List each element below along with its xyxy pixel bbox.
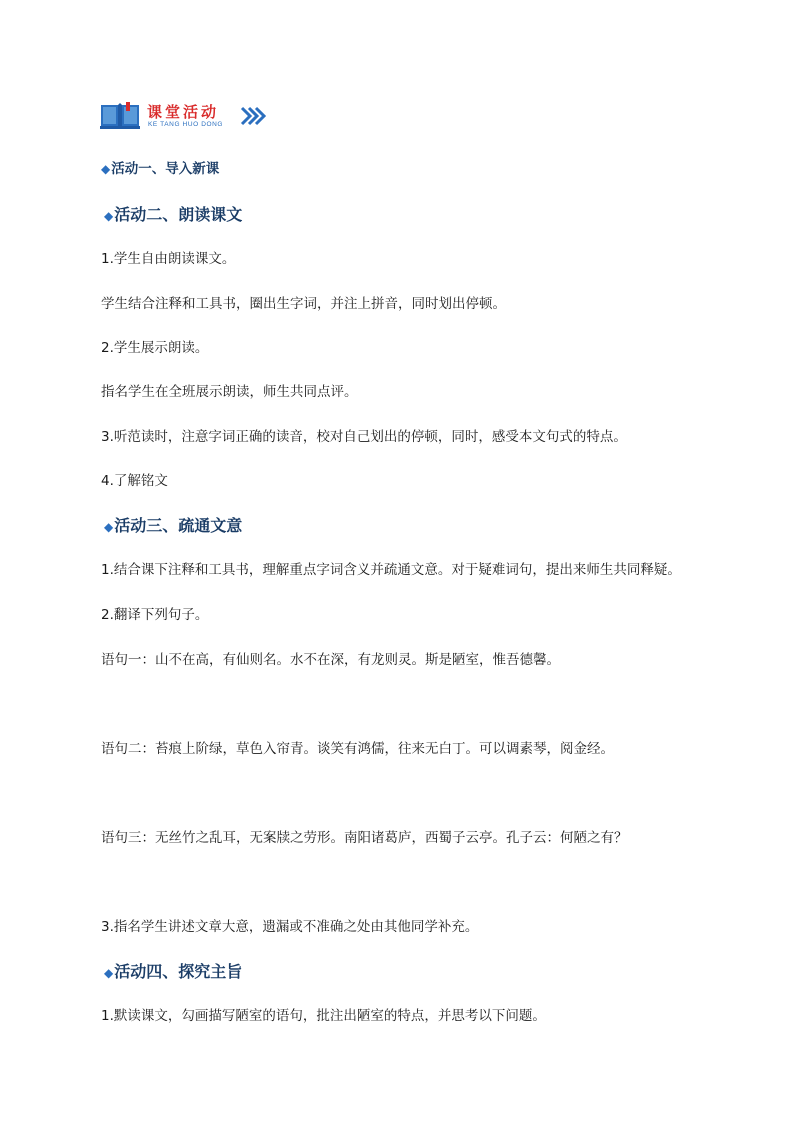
paragraph: 3.听范读时，注意字词正确的读音，校对自己划出的停顿，同时，感受本文句式的特点。: [101, 429, 627, 445]
paragraph: 1.默读课文，勾画描写陋室的语句，批注出陋室的特点，并思考以下问题。: [101, 1008, 546, 1024]
section-heading: ◆活动一、导入新课: [101, 161, 220, 177]
paragraph: 2.学生展示朗读。: [101, 340, 209, 356]
section-heading: ◆活动二、朗读课文: [104, 205, 243, 224]
paragraph: 指名学生在全班展示朗读，师生共同点评。: [101, 384, 358, 400]
diamond-bullet-icon: ◆: [104, 966, 114, 980]
diamond-bullet-icon: ◆: [104, 209, 114, 223]
sentence-two: 语句二：苔痕上阶绿，草色入帘青。谈笑有鸿儒，往来无白丁。可以调素琴，阅金经。: [101, 741, 614, 757]
sentence-three: 语句三：无丝竹之乱耳，无案牍之劳形。南阳诸葛庐，西蜀子云亭。孔子云：何陋之有？: [101, 830, 628, 846]
diamond-bullet-icon: ◆: [101, 162, 111, 176]
paragraph: 4.了解铭文: [101, 473, 168, 489]
diamond-bullet-icon: ◆: [104, 520, 114, 534]
header-subtitle: KE TANG HUO DONG: [148, 121, 224, 128]
paragraph: 3.指名学生讲述文章大意，遗漏或不准确之处由其他同学补充。: [101, 919, 479, 935]
header-title: 课堂活动: [147, 103, 220, 121]
open-book-icon: [100, 102, 140, 130]
sentence-one: 语句一：山不在高，有仙则名。水不在深，有龙则灵。斯是陋室，惟吾德馨。: [101, 652, 560, 668]
section-heading: ◆活动三、疏通文意: [104, 516, 243, 535]
paragraph: 2.翻译下列句子。: [101, 607, 209, 623]
double-chevron-right-icon: [240, 106, 266, 126]
paragraph: 1.结合课下注释和工具书，理解重点字词含义并疏通文意。对于疑难词句，提出来师生共同释疑。: [101, 562, 681, 578]
paragraph: 学生结合注释和工具书，圈出生字词，并注上拼音，同时划出停顿。: [101, 296, 506, 312]
section-heading: ◆活动四、探究主旨: [104, 962, 243, 981]
paragraph: 1.学生自由朗读课文。: [101, 251, 236, 267]
class-activity-header: [100, 100, 270, 134]
